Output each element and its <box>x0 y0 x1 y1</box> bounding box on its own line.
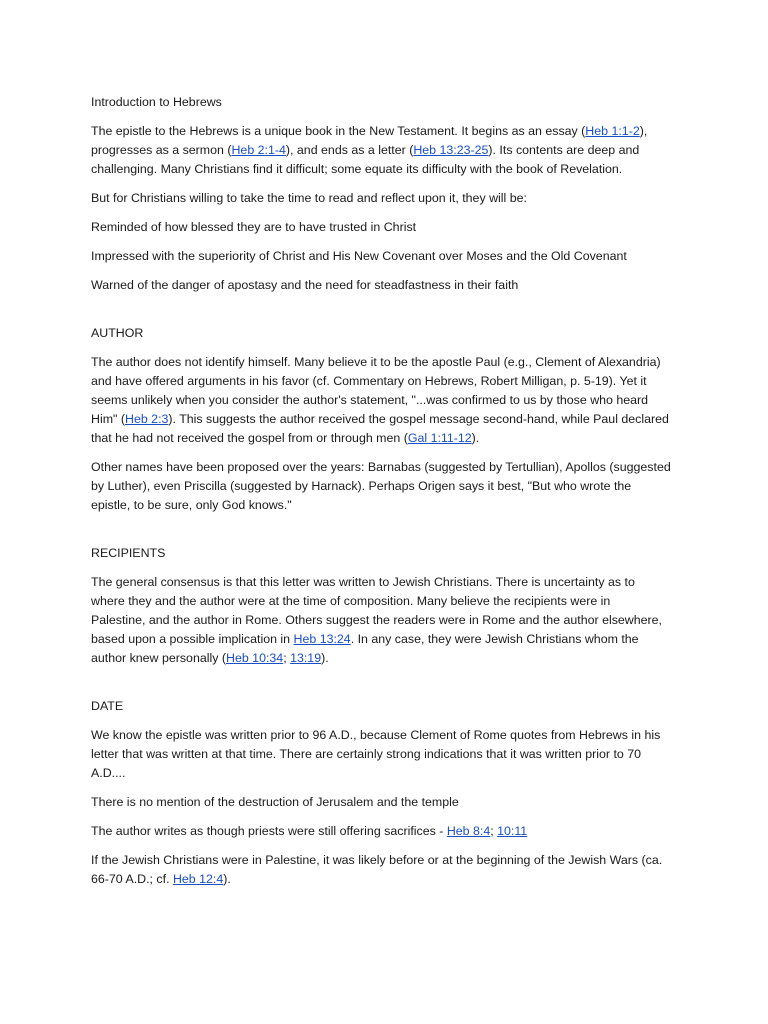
author-p2-line-3: epistle, to be sure, only God knows." <box>91 498 292 512</box>
scripture-link[interactable]: Heb 13:23-25 <box>413 143 489 157</box>
document-title: Introduction to Hebrews <box>91 95 222 109</box>
text-span: 66-70 A.D.; cf. <box>91 872 173 886</box>
section-heading-author: AUTHOR <box>91 326 144 340</box>
text-span: The epistle to the Hebrews is a unique book in the New Testament. It begins as an essay ( <box>91 124 586 138</box>
intro-line-3: challenging. Many Christians find it difficult; some equate its difficulty with the book of Revelation. <box>91 162 623 176</box>
scripture-link[interactable]: Heb 2:3 <box>125 412 169 426</box>
intro-lead-in: But for Christians willing to take the time to read and reflect upon it, they will be: <box>91 191 527 205</box>
date-line-3: A.D.... <box>91 766 126 780</box>
author-p2-line-1: Other names have been proposed over the years: Barnabas (suggested by Tertullian), Apollos (suggested <box>91 460 671 474</box>
author-line-2: and have offered arguments in his favor (cf. Commentary on Hebrews, Robert Milligan, p. 5-19). Yet it <box>91 374 647 388</box>
date-p4-line-2 <box>91 870 691 889</box>
text-span: The author writes as though priests were still offering sacrifices - <box>91 824 447 838</box>
text-span: ; <box>283 651 291 665</box>
author-line-5 <box>91 429 691 448</box>
date-line-1: We know the epistle was written prior to 96 A.D., because Clement of Rome quotes from Hebrews in his <box>91 728 661 742</box>
text-span: ). Its contents are deep and <box>488 143 640 157</box>
author-paragraph-1 <box>91 353 691 448</box>
list-item-warned: Warned of the danger of apostasy and the need for steadfastness in their faith <box>91 278 519 292</box>
date-line-2: letter that was written at that time. There are certainly strong indications that it was written prior to 70 <box>91 747 642 761</box>
section-heading-recipients: RECIPIENTS <box>91 546 166 560</box>
text-span: author knew personally ( <box>91 651 226 665</box>
text-span: based upon a possible implication in <box>91 632 294 646</box>
date-point-no-mention: There is no mention of the destruction of Jerusalem and the temple <box>91 795 459 809</box>
text-span: . In any case, they were Jewish Christians whom the <box>350 632 639 646</box>
date-paragraph-1 <box>91 726 691 783</box>
text-span: progresses as a sermon ( <box>91 143 232 157</box>
text-span: ), and ends as a letter ( <box>285 143 414 157</box>
author-p2-line-2: by Luther), even Priscilla (suggested by Harnack). Perhaps Origen says it best, "But who wrote the <box>91 479 632 493</box>
text-span: that he had not received the gospel from or through men ( <box>91 431 408 445</box>
scripture-link[interactable]: 13:19 <box>290 651 322 665</box>
intro-line-2 <box>91 141 691 160</box>
scripture-link[interactable]: Gal 1:11-12 <box>407 431 472 445</box>
recipients-line-3: Palestine, and the author in Rome. Others suggest the readers were in Rome and the author elsewhere, <box>91 613 662 627</box>
text-span: ). <box>321 651 329 665</box>
text-span: ; <box>490 824 498 838</box>
recipients-line-2: where they and the author were at the time of composition. Many believe the recipients were in <box>91 594 611 608</box>
document-page <box>91 93 691 889</box>
text-span: ). <box>223 872 231 886</box>
date-point-jewish-wars <box>91 851 691 889</box>
scripture-link[interactable]: Heb 2:1-4 <box>231 143 286 157</box>
scripture-link[interactable]: Heb 8:4 <box>446 824 491 838</box>
recipients-paragraph <box>91 573 691 668</box>
section-heading-date: DATE <box>91 699 124 713</box>
list-item-impressed: Impressed with the superiority of Christ and His New Covenant over Moses and the Old Covenant <box>91 249 627 263</box>
author-paragraph-2 <box>91 458 691 515</box>
recipients-line-1: The general consensus is that this letter was written to Jewish Christians. There is uncertainty as to <box>91 575 635 589</box>
date-point-priests <box>91 822 691 841</box>
author-line-3: seems unlikely when you consider the author's statement, "...was confirmed to us by those who heard <box>91 393 649 407</box>
author-line-4 <box>91 410 691 429</box>
scripture-link[interactable]: Heb 12:4 <box>172 872 224 886</box>
intro-line-1 <box>91 122 691 141</box>
recipients-line-4 <box>91 630 691 649</box>
recipients-line-5 <box>91 649 691 668</box>
scripture-link[interactable]: Heb 13:24 <box>293 632 351 646</box>
text-span: ). This suggests the author received the gospel message second-hand, while Paul declared <box>168 412 669 426</box>
scripture-link[interactable]: Heb 10:34 <box>226 651 284 665</box>
scripture-link[interactable]: Heb 1:1-2 <box>585 124 640 138</box>
date-p4-line-1: If the Jewish Christians were in Palestine, it was likely before or at the beginning of the Jewish Wars (ca. <box>91 853 663 867</box>
text-span: ). <box>471 431 480 445</box>
text-span: Him" ( <box>91 412 125 426</box>
author-line-1: The author does not identify himself. Many believe it to be the apostle Paul (e.g., Clement of Alexandria) <box>91 355 661 369</box>
intro-paragraph <box>91 122 691 179</box>
scripture-link[interactable]: 10:11 <box>497 824 528 838</box>
list-item-reminded: Reminded of how blessed they are to have trusted in Christ <box>91 220 417 234</box>
text-span: ), <box>639 124 648 138</box>
